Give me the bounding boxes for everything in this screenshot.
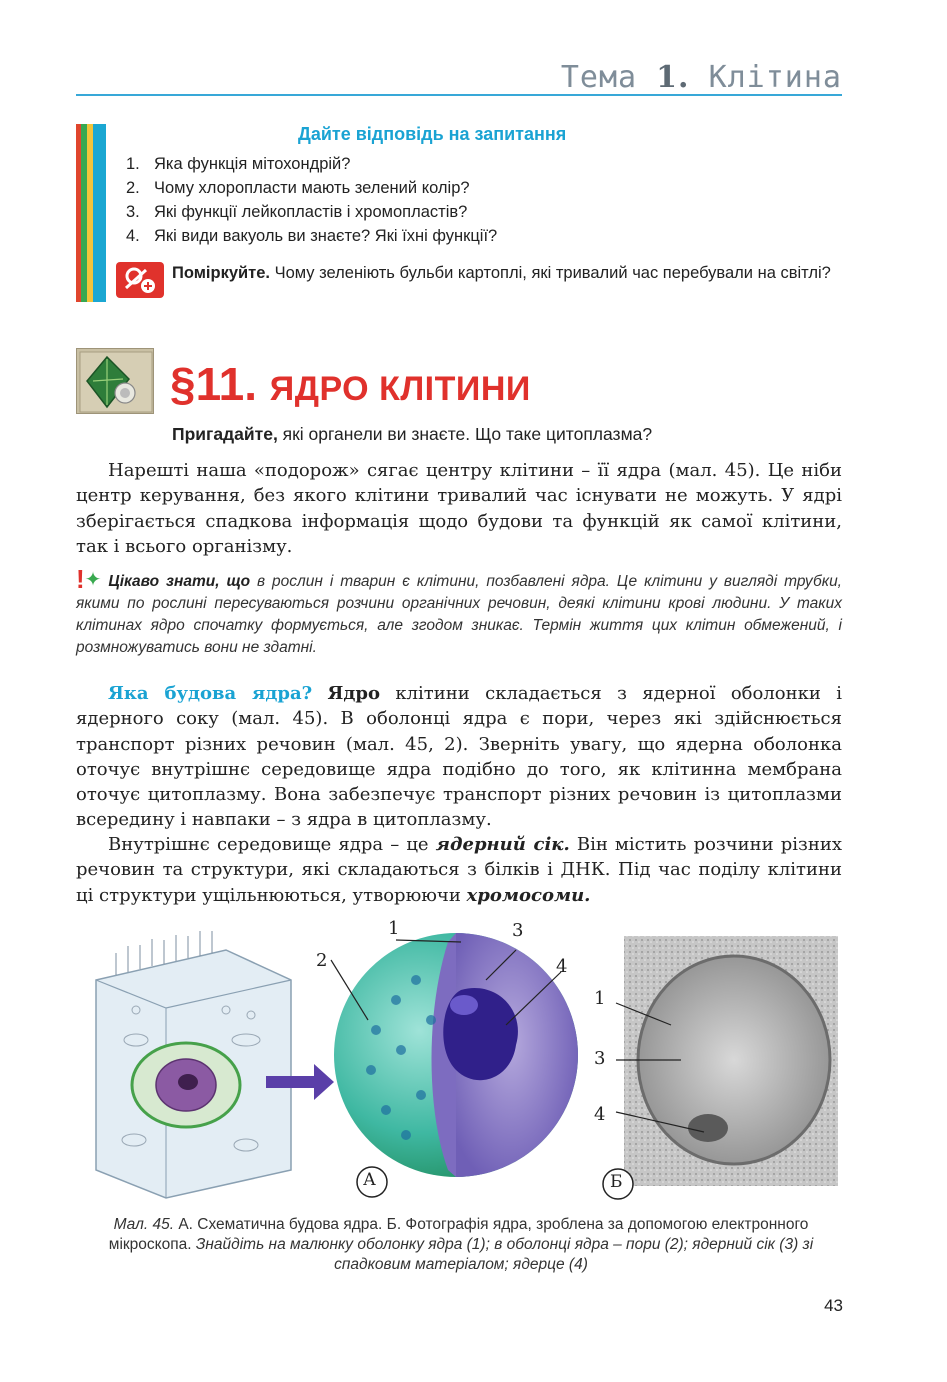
chapter-number: 1. xyxy=(656,60,690,95)
label-a-1: 1 xyxy=(388,918,400,939)
leaf-icon xyxy=(76,348,154,414)
structure-question: Яка будова ядра? xyxy=(108,683,313,704)
caption-lead: Мал. 45. xyxy=(113,1216,175,1233)
term-nuclear-sap: ядерний сік. xyxy=(435,834,570,855)
micrograph xyxy=(603,936,838,1199)
exclamation-icon: ! xyxy=(76,564,85,594)
figure-illustration xyxy=(76,920,846,1210)
term-chromosomes: хромосоми. xyxy=(466,884,591,906)
question-item: 3. Які функції лейкопластів і хромопластів? xyxy=(126,203,468,221)
questions-box xyxy=(76,124,846,306)
question-item: 4. Які види вакуоль ви знаєте? Які їхні функції? xyxy=(126,227,498,245)
note-label: Цікаво знати, що xyxy=(108,573,251,590)
recall-text: які органели ви знаєте. Що таке цитоплазма? xyxy=(277,424,653,444)
note-text: в рослин і тварин є клітини, позбавлені ядра. Це клітини у вигляді трубки, якими по рослині пересуваються розчини органічних речовин, деякі клітини крові людини. У таких клітинах ядро спочатку формується, але згодом зникає. Термін життя цих клітин обмежений, і розмножуватись вони не здатні. xyxy=(76,573,842,656)
cell-drawing xyxy=(96,931,334,1198)
label-b-3: 3 xyxy=(594,1048,606,1069)
think-prompt xyxy=(172,262,844,285)
question-item: 1. Яка функція мітохондрій? xyxy=(126,155,351,173)
page-number: 43 xyxy=(824,1296,843,1315)
paragraph-structure xyxy=(76,681,842,833)
mark-b: Б xyxy=(610,1172,623,1192)
page-header xyxy=(76,58,842,96)
caption-text: А. Схематична будова ядра. Б. Фотографія ядра, зроблена за допомогою електронного мікроскопа. xyxy=(108,1216,809,1253)
mark-a: А xyxy=(363,1170,376,1190)
caption-task: Знайдіть на малюнку оболонку ядра (1); в оболонці ядра – пори (2); ядерний сік (3) зі спадковим матеріалом; ядерце (4) xyxy=(195,1236,814,1273)
interesting-fact-note xyxy=(76,566,842,659)
label-a-3: 3 xyxy=(512,920,524,941)
structure-text: клітини складається з ядерної оболонки і ядерного соку (мал. 45). В оболонці ядра є пори, через які здійснюється транспорт різних речовин (мал. 45, 2). Зверніть увагу, що ядерна оболонка оточує внутрішнє середовище ядра подібно до того, як клітинна мембрана оточує цитоплазму. Вона забезпечує транспорт різних речовин із цитоплазми всередину і навпаки – з ядра в цитоплазму. xyxy=(76,683,842,831)
questions-title: Дайте відповідь на запитання xyxy=(298,124,567,144)
questions-list xyxy=(126,152,497,248)
chapter-name: Клітина xyxy=(708,60,842,95)
think-icon xyxy=(116,262,164,298)
section-title xyxy=(170,354,531,419)
chapter-prefix: Тема xyxy=(560,60,638,95)
figure-caption xyxy=(106,1215,816,1275)
think-question: Чому зеленіють бульби картоплі, які тривалий час перебували на світлі? xyxy=(270,264,831,282)
label-a-2: 2 xyxy=(316,950,328,971)
recall-label: Пригадайте, xyxy=(172,424,278,444)
think-label: Поміркуйте. xyxy=(172,264,271,282)
paragraph-intro: Нарешті наша «подорож» сягає центру клітини – її ядра (мал. 45). Це ніби центр керування, без якого клітини тривалий час існувати не можуть. У ядрі зберігається спадкова інформація щодо будови та функцій як самої клітини, так і всього організму. xyxy=(76,460,842,557)
nucleus-diagram xyxy=(331,933,578,1197)
color-bar-decoration xyxy=(76,124,106,302)
figure-45 xyxy=(76,920,846,1210)
paragraph-nuclear-sap: Внутрішнє середовище ядра – це ядерний сік. Він містить розчини різних речовин та структури, які складаються з білків і ДНК. Під час поділу клітини ці структури ущільнюються, утворюючи хромосоми. xyxy=(76,834,842,906)
question-item: 2. Чому хлоропласти мають зелений колір? xyxy=(126,179,470,197)
label-b-4: 4 xyxy=(594,1104,606,1125)
recall-prompt xyxy=(172,424,652,445)
section-number: §11. xyxy=(170,358,257,410)
star-icon: ✦ xyxy=(84,569,102,591)
label-b-1: 1 xyxy=(594,988,606,1009)
chapter-title xyxy=(561,60,842,95)
label-a-4: 4 xyxy=(556,956,568,977)
term-nucleus: Ядро xyxy=(327,683,380,704)
section-name: ЯДРО КЛІТИНИ xyxy=(269,370,531,408)
